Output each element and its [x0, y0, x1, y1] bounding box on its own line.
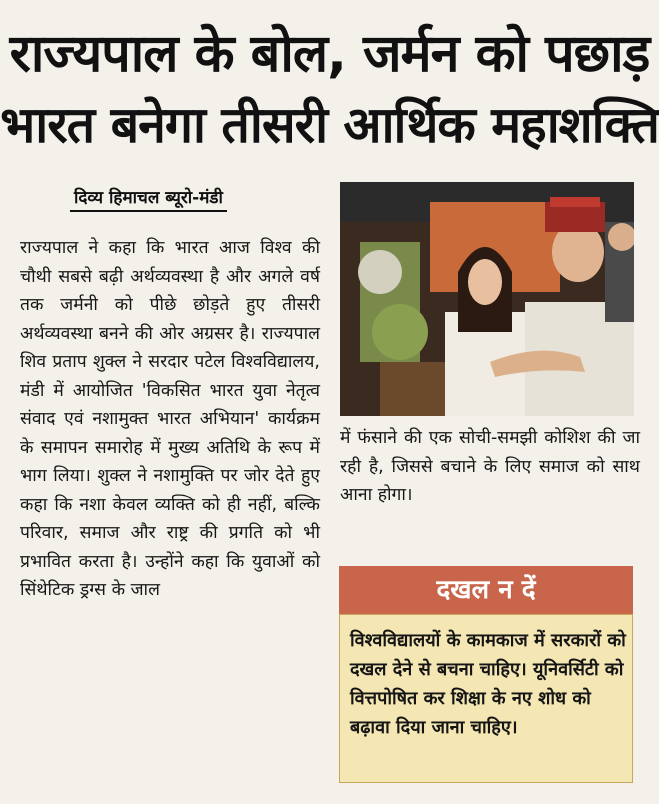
byline: दिव्य हिमाचल ब्यूरो-मंडी: [70, 183, 227, 212]
sidebar-heading: दखल न दें: [339, 566, 633, 614]
event-photo: [340, 182, 634, 416]
headline-line-2: भारत बनेगा तीसरी आर्थिक महाशक्ति: [0, 96, 659, 154]
article-left-column: राज्यपाल ने कहा कि भारत आज विश्व की चौथी सबसे बढ़ी अर्थव्यवस्था है और अगले वर्ष तक जर्मनी को पीछे छोड़ते हुए तीसरी अर्थव्यवस्था बनने की ओर अग्रसर है। राज्यपाल शिव प्रताप शुक्ल ने सरदार पटेल विश्वविद्यालय, मंडी में आयोजित 'विकसित भारत युवा नेतृत्व संवाद एवं नशामुक्त भारत अभियान' कार्यक्रम के समापन समारोह में मुख्य अतिथि के रूप में भाग लिया। शुक्ल ने नशामुक्ति पर जोर देते हुए कहा कि नशा केवल व्यक्ति को ही नहीं, बल्कि परिवार, समाज और राष्ट्र की प्रगति को भी प्रभावित करता है। उन्होंने कहा कि युवाओं को सिंथेटिक ड्रग्स के जाल: [20, 238, 320, 600]
sidebar-text: विश्वविद्यालयों के कामकाज में सरकारों को दखल देने से बचना चाहिए। यूनिवर्सिटी को वित्तपोषित कर शिक्षा के नए शोध को बढ़ावा दिया जाना चाहिए।: [350, 630, 626, 738]
article-right-column: में फंसाने की एक सोची-समझी कोशिश की जा रही है, जिससे बचाने के लिए समाज को साथ आना होगा।: [340, 428, 640, 505]
headline-line-1: राज्यपाल के बोल, जर्मन को पछाड़: [9, 24, 650, 84]
